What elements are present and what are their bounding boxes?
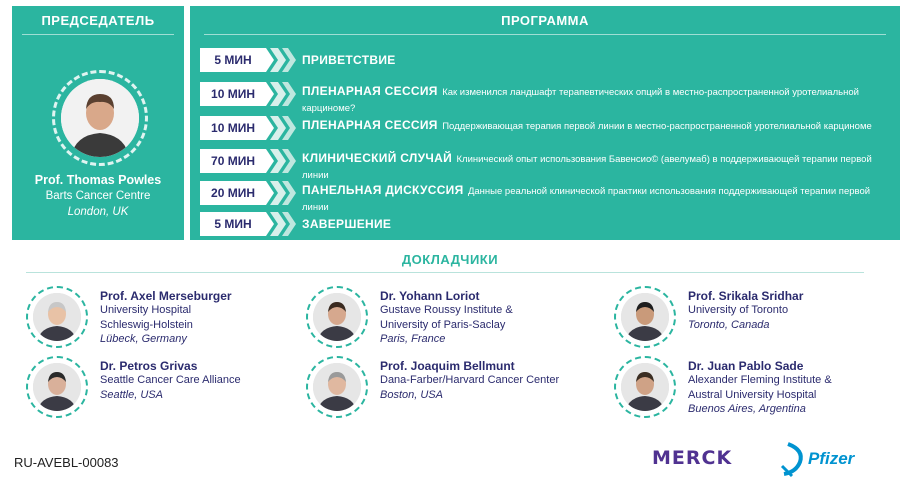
program-row [190, 82, 900, 114]
time-label: 5 МИН [214, 217, 252, 231]
program-description: Поддерживающая терапия первой линии в местно-распространенной уротелиальной карциноме [442, 121, 872, 132]
speaker-name: Prof. Joaquim Bellmunt [380, 359, 515, 373]
time-chip [200, 212, 292, 236]
program-heading: ЗАВЕРШЕНИЕ [302, 217, 392, 231]
speaker-photo [621, 363, 669, 411]
pfizer-pill-icon [780, 440, 810, 480]
program-title-rule [204, 34, 886, 35]
chair-photo [61, 79, 139, 157]
speaker-affiliation: Gustave Roussy Institute & [380, 304, 513, 316]
program-text [302, 183, 887, 215]
program-heading: ПЛЕНАРНАЯ СЕССИЯ [302, 84, 438, 98]
program-row [190, 181, 900, 213]
time-label: 20 МИН [211, 186, 255, 200]
document-code: RU-AVEBL-00083 [14, 455, 119, 470]
speakers-rule [26, 272, 864, 273]
speaker-name: Dr. Petros Grivas [100, 359, 198, 373]
speaker-affiliation: University of Paris-Saclay [380, 318, 506, 331]
time-label: 5 МИН [214, 53, 252, 67]
chair-panel [12, 6, 184, 240]
speaker-photo [313, 363, 361, 411]
chair-city: London, UK [67, 206, 129, 218]
speaker-city: Lübeck, Germany [100, 333, 187, 345]
merck-logo: MERCK [652, 447, 733, 469]
time-chip [200, 181, 292, 205]
pfizer-wordmark: Pfizer [808, 449, 855, 468]
program-heading: ПАНЕЛЬНАЯ ДИСКУССИЯ [302, 183, 464, 197]
speaker-card [26, 356, 306, 422]
speaker-card [306, 286, 586, 352]
program-heading: ПЛЕНАРНАЯ СЕССИЯ [302, 118, 438, 132]
speaker-name: Prof. Srikala Sridhar [688, 289, 804, 303]
program-heading: КЛИНИЧЕСКИЙ СЛУЧАЙ [302, 151, 453, 165]
chair-title: ПРЕДСЕДАТЕЛЬ [41, 13, 155, 28]
speaker-name: Prof. Axel Merseburger [100, 289, 232, 303]
program-heading: ПРИВЕТСТВИЕ [302, 53, 396, 67]
program-text [302, 151, 887, 183]
speaker-card [614, 356, 894, 422]
program-row [190, 149, 900, 181]
speaker-card [614, 286, 894, 352]
chair-institution: Barts Cancer Centre [45, 190, 151, 202]
speaker-name: Dr. Juan Pablo Sade [688, 359, 804, 373]
time-chip [200, 116, 292, 140]
program-description: Данные реальной клинической практики использования поддерживающей терапии первой линии [302, 186, 871, 213]
program-text [302, 53, 887, 69]
speakers-title: ДОКЛАДЧИКИ [401, 252, 499, 267]
speaker-affiliation: Austral University Hospital [688, 388, 817, 401]
program-text [302, 118, 887, 134]
speaker-city: Seattle, USA [100, 388, 163, 401]
speaker-photo [33, 293, 81, 341]
program-row [190, 212, 900, 240]
time-label: 70 МИН [211, 154, 255, 168]
speaker-affiliation: Seattle Cancer Care Alliance [100, 374, 241, 386]
program-panel [190, 6, 900, 240]
program-description: Клинический опыт использования Бавенсио© (авелумаб) в поддерживающей терапии первой линии [302, 154, 872, 181]
time-chip [200, 149, 292, 173]
speaker-photo [33, 363, 81, 411]
pfizer-logo [780, 440, 870, 480]
speaker-city: Buenos Aires, Argentina [688, 403, 806, 415]
program-row [190, 116, 900, 144]
program-text [302, 217, 887, 233]
speaker-photo [313, 293, 361, 341]
program-title: ПРОГРАММА [501, 13, 589, 28]
time-chip [200, 48, 292, 72]
speaker-affiliation: Schleswig-Holstein [100, 318, 193, 331]
time-chip [200, 82, 292, 106]
speaker-city: Toronto, Canada [688, 318, 770, 331]
speaker-city: Paris, France [380, 333, 446, 345]
program-description: Как изменился ландшафт терапевтических опций в местно-распространенной уротелиальной карциноме? [302, 87, 859, 114]
speaker-city: Boston, USA [380, 388, 443, 401]
speaker-card [26, 286, 306, 352]
speaker-photo [621, 293, 669, 341]
speaker-name: Dr. Yohann Loriot [380, 289, 480, 303]
program-text [302, 84, 887, 116]
speaker-affiliation: University of Toronto [688, 304, 789, 316]
speaker-card [306, 356, 586, 422]
time-label: 10 МИН [211, 87, 255, 101]
speaker-affiliation: University Hospital [100, 304, 192, 316]
chair-name: Prof. Thomas Powles [34, 173, 162, 187]
speaker-affiliation: Alexander Fleming Institute & [688, 374, 832, 386]
chair-title-rule [22, 34, 174, 35]
speaker-affiliation: Dana-Farber/Harvard Cancer Center [380, 374, 560, 386]
time-label: 10 МИН [211, 121, 255, 135]
program-row [190, 48, 900, 76]
